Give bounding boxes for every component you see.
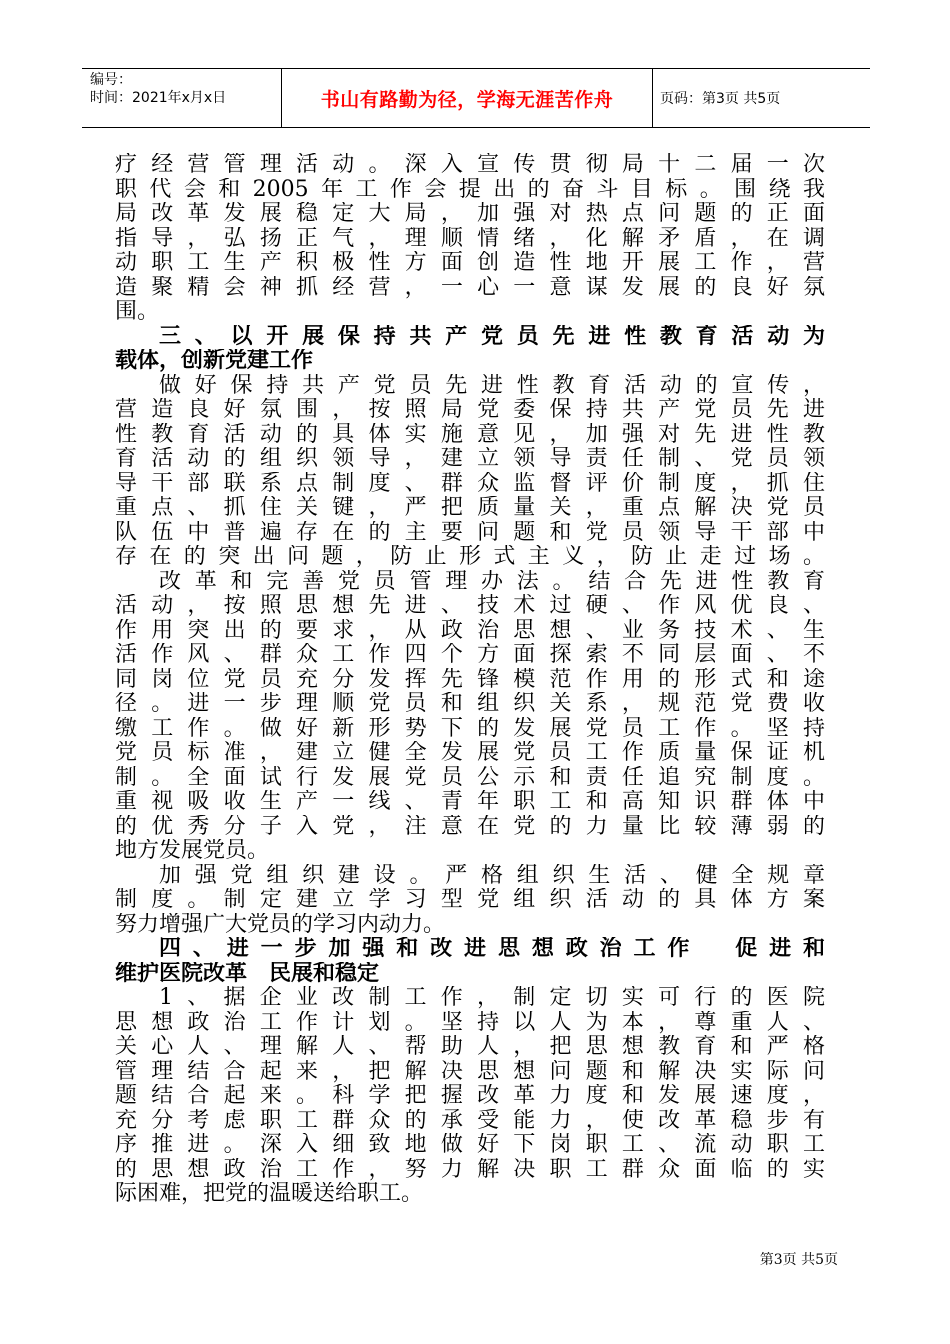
body-text-line: 围。 — [115, 300, 160, 324]
body-text-line: 活作风、群众工作四个方面探索不同层面、不 — [115, 643, 825, 667]
body-text-line: 导干部联系点制度、群众监督评价制度，抓住 — [115, 471, 825, 496]
body-text-line: 职代会和2005年工作会提出的奋斗目标。围绕我 — [115, 177, 825, 202]
body-text-line: 缴工作。做好新形势下的发展党员工作。坚持 — [115, 716, 825, 741]
document-number-label: 编号： — [90, 72, 132, 88]
body-text-line: 党员标准，建立健全发展党员工作质量保证机 — [115, 741, 825, 765]
body-text-line: 重点、抓住关键，严把质量关，重点解决党员 — [115, 496, 825, 520]
section-heading-line: 载体，创新党建工作 — [115, 349, 314, 373]
body-text-line: 造聚精会神抓经营，一心一意谋发展的良好氛 — [115, 275, 825, 300]
body-text-line: 的思想政治工作，努力解决职工群众面临的实 — [115, 1157, 825, 1182]
page-header — [82, 68, 870, 128]
body-text-line: 地方发展党员。 — [115, 839, 270, 863]
body-text-line: 径。进一步理顺党员和组织关系，规范党费收 — [115, 692, 825, 716]
body-text-line: 际困难，把党的温暖送给职工。 — [115, 1182, 424, 1206]
body-text-line: 同岗位党员充分发挥先锋模范作用的形式和途 — [115, 667, 825, 692]
body-text-line: 序推进。深入细致地做好下岗职工、流动职工 — [115, 1133, 825, 1157]
body-text-line: 营造良好氛围，按照局党委保持共产党员先进 — [115, 398, 825, 422]
header-page-info: 页码：第3页 共5页 — [660, 91, 781, 107]
body-text-line: 育活动的组织领导，建立领导责任制、党员领 — [115, 447, 825, 471]
body-text-line: 队伍中普遍存在的主要问题和党员领导干部中 — [115, 520, 825, 545]
body-text-line: 指导，弘扬正气，理顺情绪，化解矛盾，在调 — [115, 226, 825, 251]
body-text-line: 动职工生产积极性方面创造性地开展工作，营 — [115, 251, 825, 275]
body-text-line: 充分考虑职工群众的承受能力，使改革稳步有 — [115, 1108, 825, 1133]
body-text-line: 1、据企业改制工作，制定切实可行的医院 — [159, 986, 825, 1010]
section-heading-line: 维护医院改革 民展和稳定 — [115, 961, 380, 986]
page-footer: 第3页 共5页 — [759, 1252, 838, 1268]
body-text-line: 做好保持共产党员先进性教育活动的宣传， — [159, 373, 825, 398]
header-meta — [90, 71, 280, 107]
body-text-line: 制。全面试行发展党员公示和责任追究制度。 — [115, 765, 825, 790]
body-text-line: 重视吸收生产一线、青年职工和高知识群体中 — [115, 790, 825, 814]
body-text-line: 局改革发展稳定大局，加强对热点问题的正面 — [115, 202, 825, 226]
body-text-line: 的优秀分子入党，注意在党的力量比较薄弱的 — [115, 814, 825, 839]
document-body — [115, 153, 825, 1207]
body-text-line: 题结合起来。科学把握改革力度和发展速度， — [115, 1084, 825, 1108]
body-text-line: 关心人、理解人、帮助人，把思想教育和严格 — [115, 1035, 825, 1059]
body-text-line: 思想政治工作计划。坚持以人为本，尊重人、 — [115, 1010, 825, 1035]
body-text-line: 改革和完善党员管理办法。结合先进性教育 — [159, 569, 825, 594]
body-text-line: 管理结合起来，把解决思想问题和解决实际问 — [115, 1059, 825, 1084]
body-text-line: 努力增强广大党员的学习内动力。 — [115, 912, 446, 937]
document-date-label: 时间：2021年x月x日 — [90, 90, 227, 106]
body-text-line: 制度。制定建立学习型党组织活动的具体方案 — [115, 888, 825, 912]
section-heading-line: 四、进一步加强和改进思想政治工作 促进和 — [159, 937, 825, 961]
header-divider — [652, 69, 653, 127]
body-text-line: 存在的突出问题，防止形式主义，防止走过场。 — [115, 545, 825, 569]
header-motto: 书山有路勤为径，学海无涯苦作舟 — [320, 88, 614, 111]
body-text-line: 疗经营管理活动。深入宣传贯彻局十二届一次 — [115, 153, 825, 177]
body-text-line: 作用突出的要求，从政治思想、业务技术、生 — [115, 618, 825, 643]
body-text-line: 加强党组织建设。严格组织生活、健全规章 — [159, 863, 825, 888]
section-heading-line: 三、以开展保持共产党员先进性教育活动为 — [159, 324, 825, 349]
body-text-line: 活动，按照思想先进、技术过硬、作风优良、 — [115, 594, 825, 618]
body-text-line: 性教育活动的具体实施意见，加强对先进性教 — [115, 422, 825, 447]
